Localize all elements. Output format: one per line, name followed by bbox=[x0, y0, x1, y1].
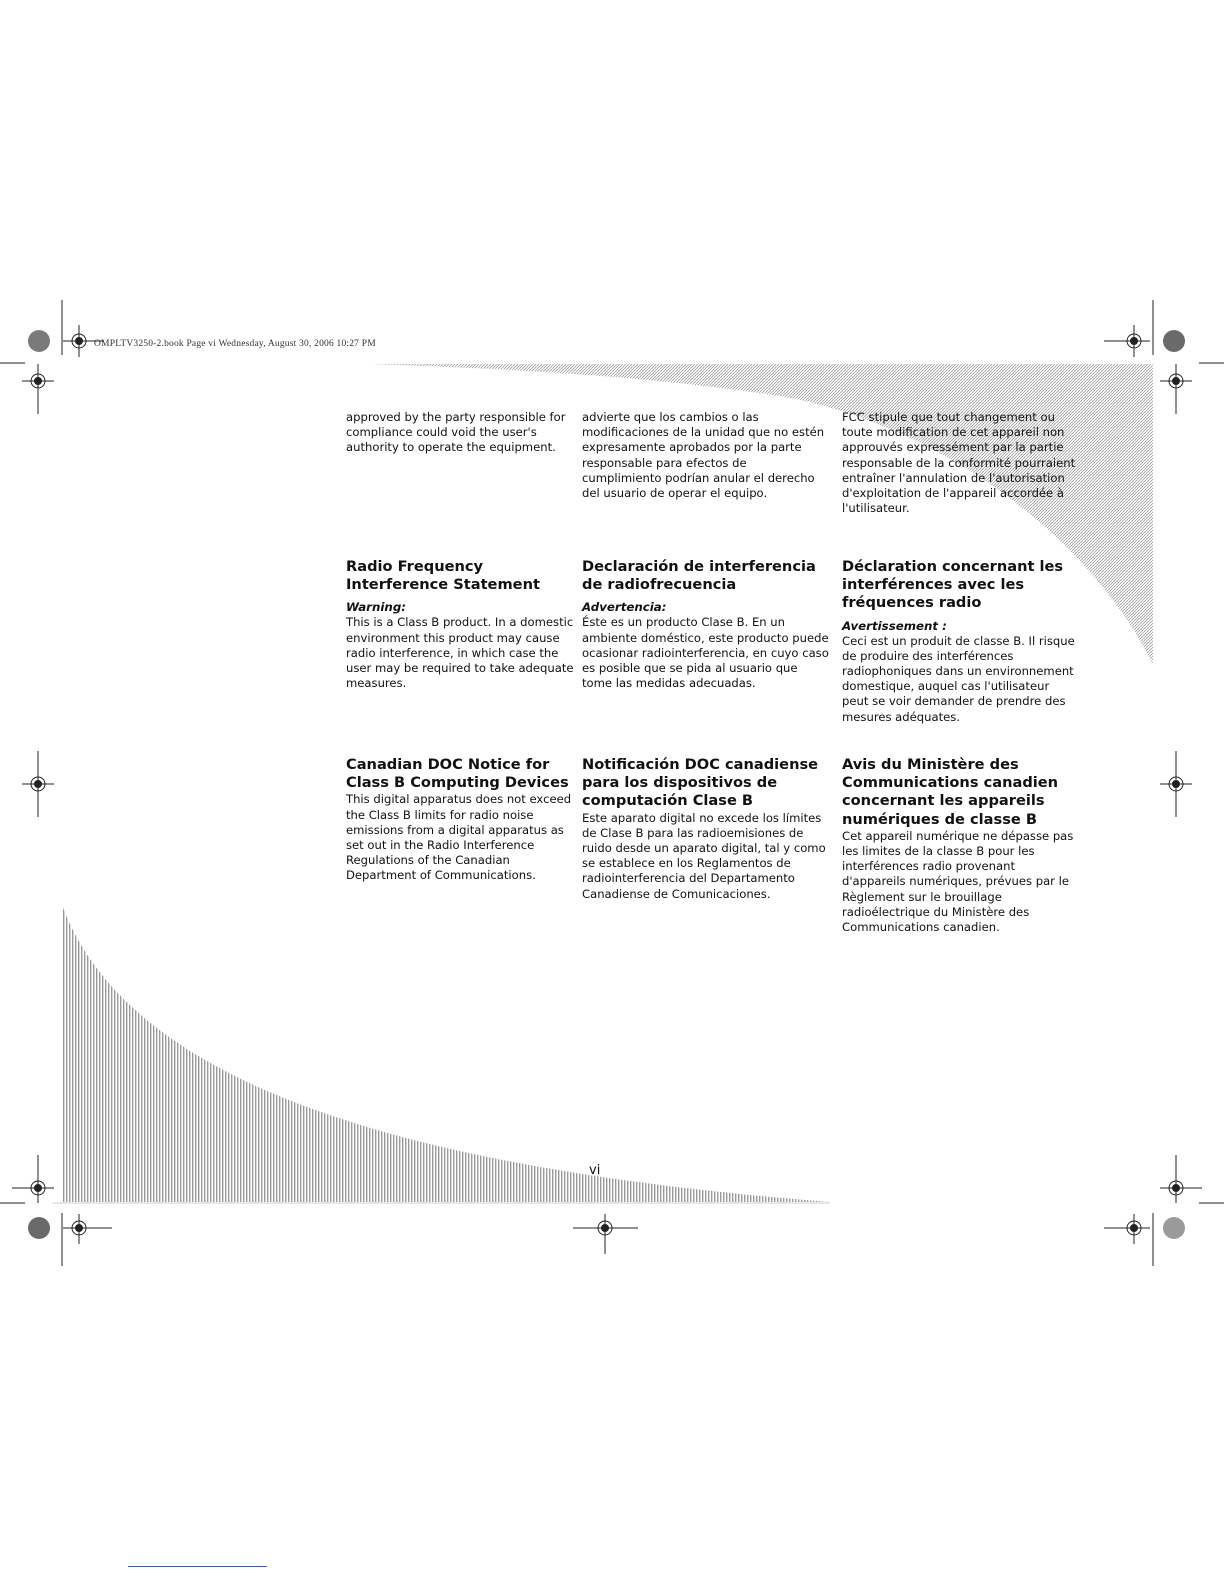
section-heading: Canadian DOC Notice for Class B Computing Devices bbox=[346, 756, 569, 792]
english-rfi-section bbox=[346, 558, 582, 691]
registration-mark-icon bbox=[1160, 1155, 1202, 1203]
section-text: Este aparato digital no excede los límites de Clase B para las radioemisiones de ruido desde un aparato digital, tal y como se establece en los Reglamentos de radiointerferencia del Departamento Canadiense de Comunicaciones. bbox=[582, 810, 826, 901]
warning-text: Ceci est un produit de classe B. Il risque de produire des interférences radiophoniques dans un environnement domestique, auquel cas l'utilisateur peut se voir demander de prendre des mesures adéquates. bbox=[842, 633, 1075, 724]
english-intro: approved by the party responsible for compliance could void the user's authority to operate the equipment. bbox=[346, 410, 566, 455]
french-doc-section bbox=[842, 756, 1078, 935]
registration-mark-icon bbox=[1104, 325, 1150, 357]
color-bar-dot-icon bbox=[28, 330, 50, 352]
color-bar-dot-icon bbox=[1163, 1217, 1185, 1239]
section-heading: Radio Frequency Interference Statement bbox=[346, 558, 540, 594]
english-doc-section bbox=[346, 756, 582, 884]
registration-mark-icon bbox=[22, 364, 54, 414]
french-intro: FCC stipule que tout changement ou toute modification de cet appareil non approuvés expressément par la partie responsable de la conformité pourraient entraîner l'annulation de l'autorisation d'exploitation de l'appareil accordée à l'utilisateur. bbox=[842, 410, 1076, 516]
section-heading: Déclaration concernant les interférences avec les fréquences radio bbox=[842, 558, 1064, 612]
warning-label: Warning: bbox=[346, 600, 406, 615]
page-number: vi bbox=[589, 1163, 601, 1178]
registration-mark-icon bbox=[1160, 364, 1192, 414]
registration-mark-icon bbox=[1160, 751, 1192, 817]
link-underline[interactable] bbox=[128, 1566, 267, 1567]
registration-mark-icon bbox=[63, 1214, 112, 1244]
color-bar-dot-icon bbox=[1163, 330, 1185, 352]
spanish-doc-section bbox=[582, 756, 830, 902]
spanish-intro: advierte que los cambios o las modificaciones de la unidad que no estén expresamente aprobados por la parte responsable para efectos de cumplimiento podrían anular el derecho del usuario de operar el equipo. bbox=[582, 410, 825, 501]
french-rfi-section bbox=[842, 558, 1078, 725]
section-heading: Declaración de interferencia de radiofrecuencia bbox=[582, 558, 816, 594]
warning-text: This is a Class B product. In a domestic environment this product may cause radio interference, in which case the user may be required to take adequate measures. bbox=[346, 615, 574, 691]
section-text: This digital apparatus does not exceed the Class B limits for radio noise emissions from a digital apparatus as set out in the Radio Interference Regulations of the Canadian Department of Communications. bbox=[346, 792, 572, 883]
warning-text: Éste es un producto Clase B. En un ambiente doméstico, este producto puede ocasionar radiointerferencia, en cuyo caso es posible que se pida al usuario que tome las medidas adecuadas. bbox=[582, 615, 829, 691]
registration-mark-icon bbox=[573, 1214, 638, 1254]
warning-label: Advertencia: bbox=[582, 600, 667, 615]
color-bar-dot-icon bbox=[28, 1217, 50, 1239]
section-text: Cet appareil numérique ne dépasse pas les limites de la classe B pour les interférences radio provenant d'appareils numériques, prévues par le Règlement sur le brouillage radioélectrique du Ministère des Communications canadien. bbox=[842, 828, 1074, 935]
spanish-rfi-section bbox=[582, 558, 830, 691]
section-heading: Notificación DOC canadiense para los dispositivos de computación Clase B bbox=[582, 756, 819, 810]
bottom-left-swoosh bbox=[62, 905, 830, 1202]
section-heading: Avis du Ministère des Communications canadien concernant les appareils numériques de classe B bbox=[842, 756, 1059, 828]
registration-mark-icon bbox=[1104, 1214, 1150, 1244]
registration-mark-icon bbox=[12, 1155, 54, 1203]
registration-mark-icon bbox=[22, 751, 54, 817]
print-header-line: OMPLTV3250-2.book Page vi Wednesday, August 30, 2006 10:27 PM bbox=[94, 339, 376, 349]
warning-label: Avertissement : bbox=[842, 618, 947, 633]
